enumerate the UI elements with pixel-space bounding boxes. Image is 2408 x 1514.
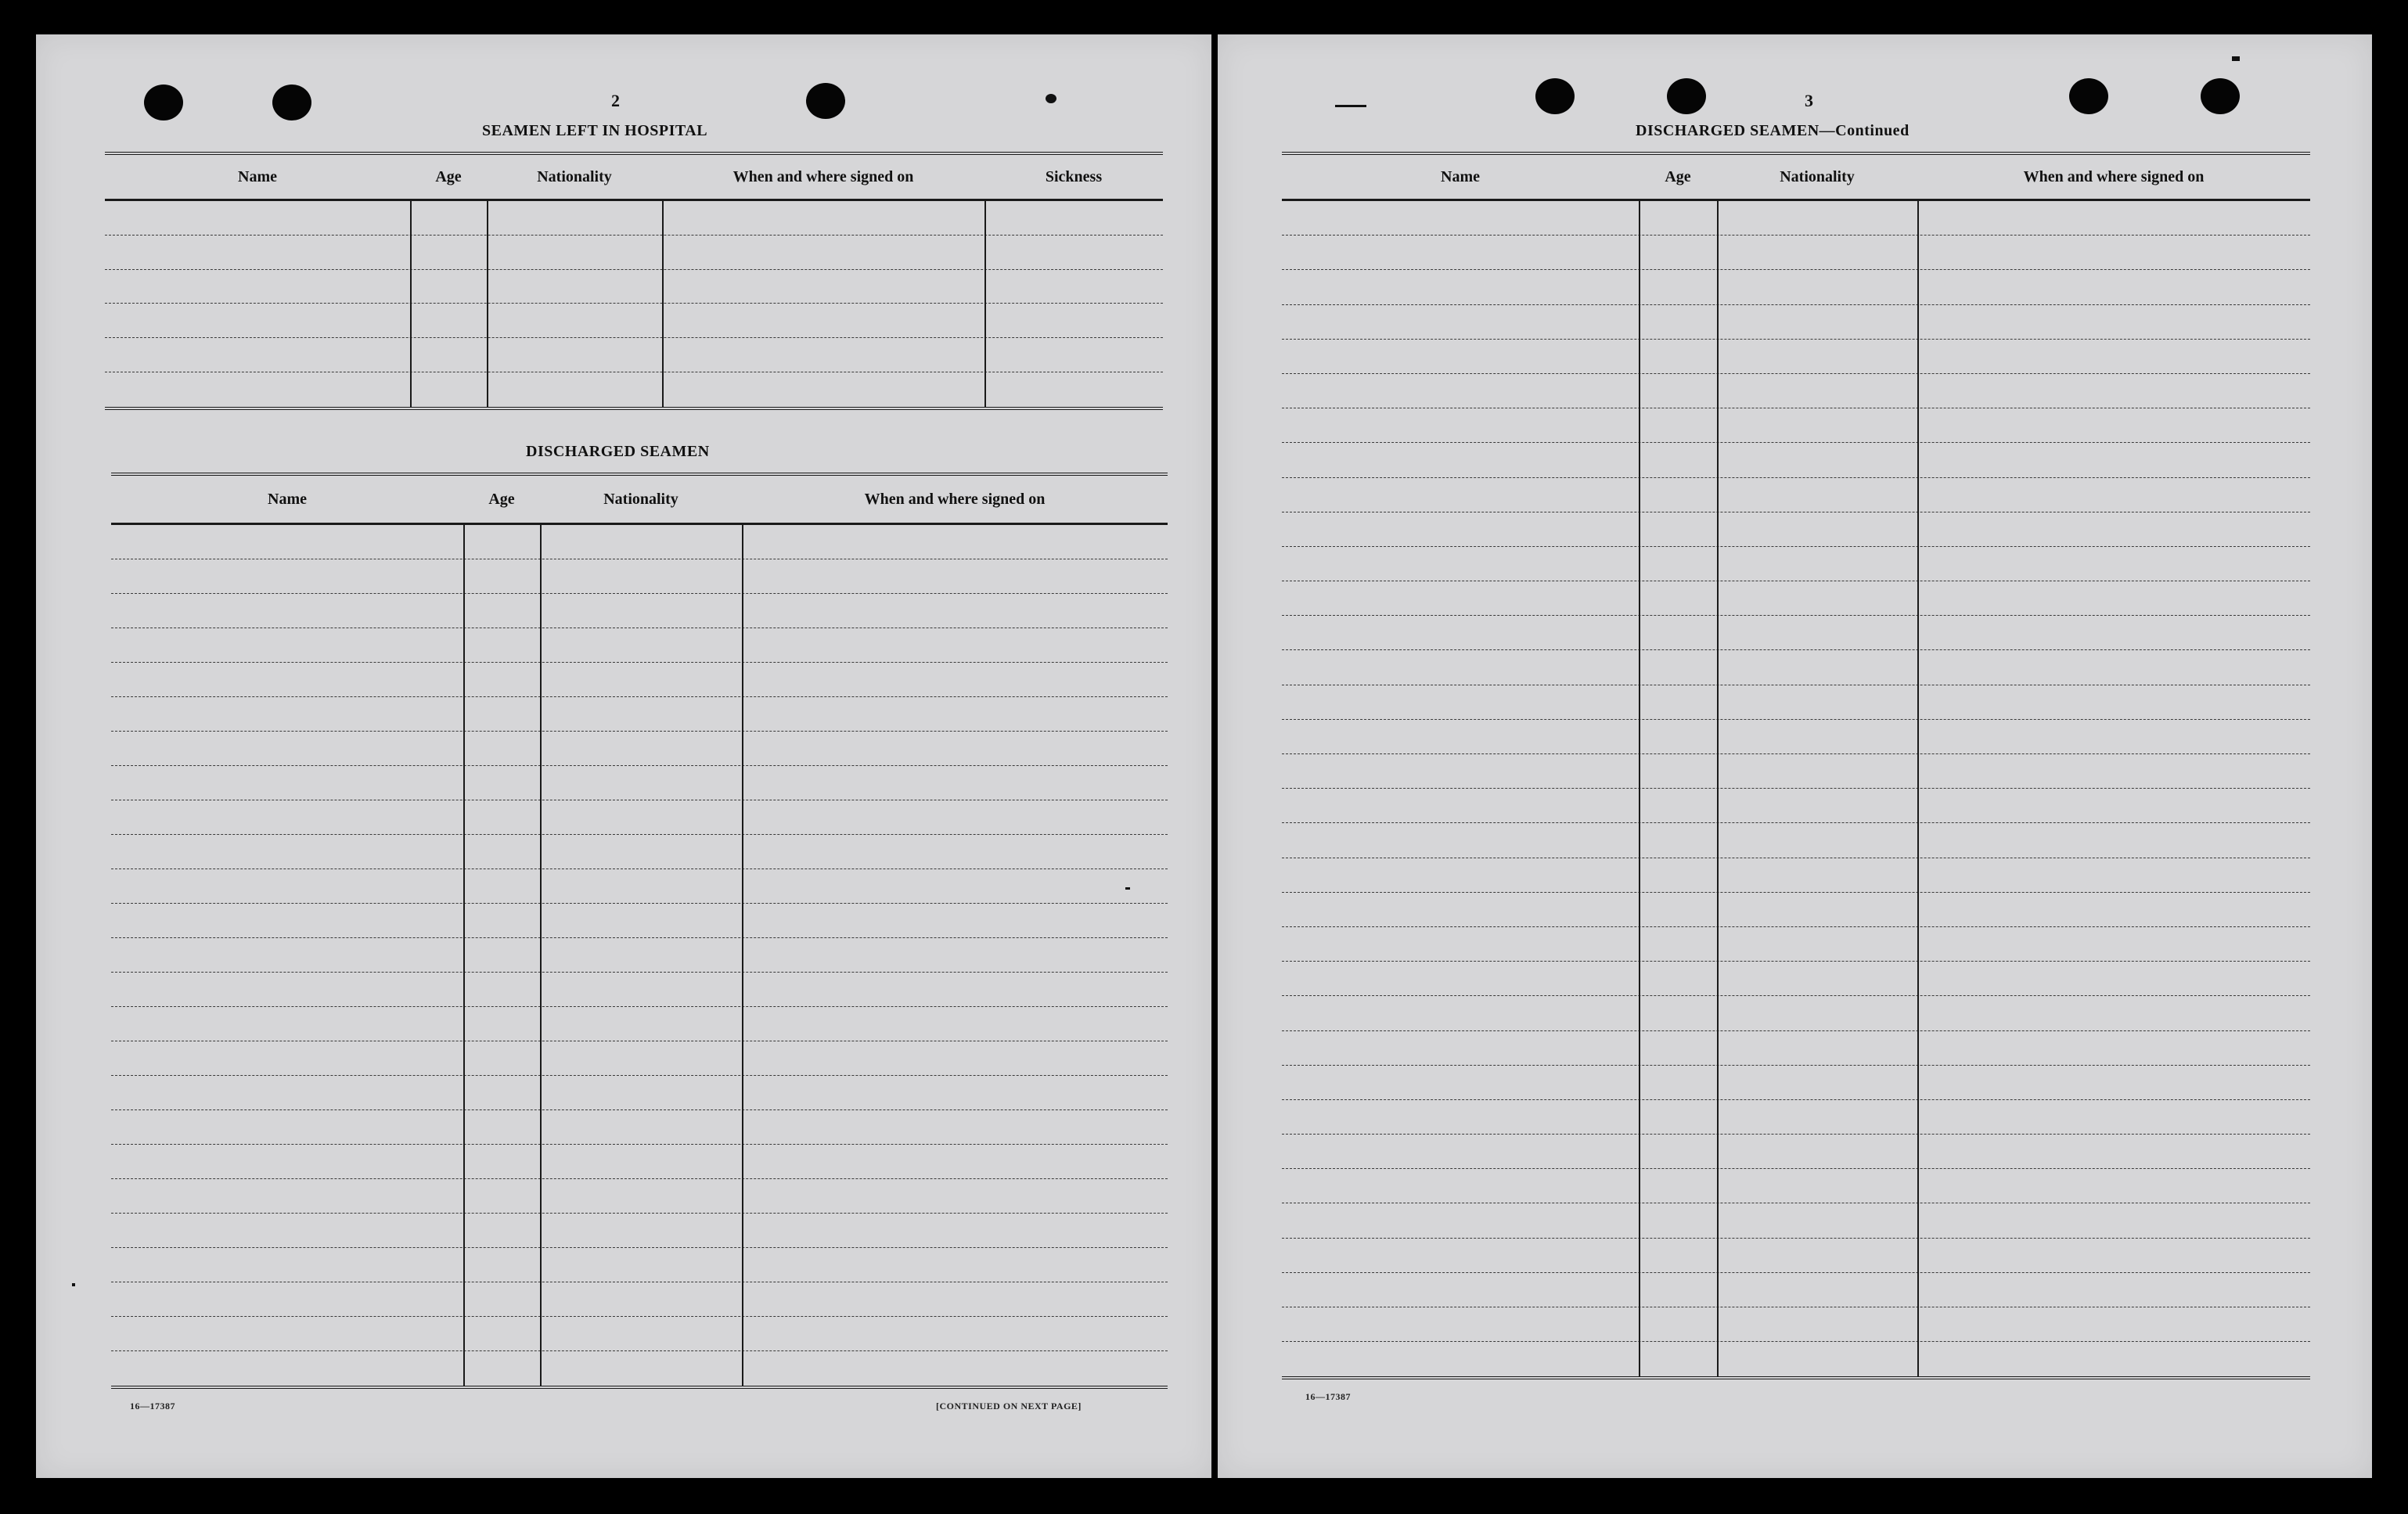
paper-mark [1335,105,1366,107]
table-row [1282,374,2310,408]
column-divider [742,525,743,1386]
table-row [1282,858,2310,893]
table-row [1282,478,2310,512]
table-row [1282,443,2310,477]
column-header-name: Name [268,490,307,508]
page-number: 2 [611,91,620,110]
table-row [1282,1273,2310,1307]
column-header-age: Age [1665,167,1691,185]
table-row [111,732,1168,766]
paper-speck [1125,887,1130,890]
table-row [1282,650,2310,685]
table-row [1282,1307,2310,1342]
table-row [1282,685,2310,720]
table-row [1282,1031,2310,1066]
right-page [1218,34,2372,1478]
column-divider [540,525,542,1386]
table-row [1282,1239,2310,1273]
discharged-table-header [111,476,1168,525]
table-row [1282,1135,2310,1169]
table-row [1282,408,2310,443]
table-row [1282,305,2310,340]
paper-mark [2232,56,2240,61]
column-divider [1717,201,1719,1376]
punch-hole [144,85,183,120]
table-row [111,1145,1168,1179]
table-row [111,869,1168,904]
column-header-sickness: Sickness [1045,167,1103,185]
table-row [1282,616,2310,650]
punch-hole [2201,78,2240,114]
discharged-continued-title-suffix: —Continued [1819,122,1909,139]
table-row [111,1041,1168,1076]
column-header-name: Name [238,167,277,185]
column-header-signed-on: When and where signed on [2023,167,2205,185]
table-row [111,1248,1168,1282]
punch-hole [272,85,311,120]
table-row [111,697,1168,732]
punch-hole [1667,78,1706,114]
table-row [111,525,1168,559]
table-row [111,628,1168,663]
table-row [1282,1066,2310,1100]
punch-hole [2069,78,2108,114]
table-row [111,800,1168,835]
column-divider [1917,201,1919,1376]
column-header-age: Age [435,167,462,185]
table-row [111,1110,1168,1145]
continued-note: [CONTINUED ON NEXT PAGE] [936,1401,1082,1412]
table-row [111,1317,1168,1351]
table-row [1282,996,2310,1030]
punch-hole [1535,78,1575,114]
table-row [111,1282,1168,1317]
table-row [111,1179,1168,1214]
table-row [1282,789,2310,823]
hospital-table-header [105,155,1163,201]
discharged-continued-title [1636,122,1909,140]
form-number: 16—17387 [130,1401,175,1412]
column-divider [984,201,986,407]
table-row [111,1007,1168,1041]
paper-mark [1046,94,1056,103]
table-row [1282,823,2310,858]
column-header-signed-on: When and where signed on [864,490,1046,508]
table-row [111,1214,1168,1248]
discharged-continued-table-header [1282,155,2310,201]
column-header-nationality: Nationality [1780,167,1855,185]
page-number: 3 [1805,91,1813,110]
discharged-table-body [111,525,1168,1389]
column-header-nationality: Nationality [537,167,612,185]
table-row [1282,547,2310,581]
column-header-age: Age [488,490,515,508]
table-row [1282,893,2310,927]
discharged-continued-table-body [1282,201,2310,1379]
hospital-section-title: SEAMEN LEFT IN HOSPITAL [482,122,708,139]
table-row [105,338,1163,372]
table-row [105,304,1163,338]
table-row [1282,340,2310,374]
column-divider [487,201,488,407]
discharged-table [111,473,1168,1389]
column-header-nationality: Nationality [603,490,678,508]
table-row [111,973,1168,1007]
column-header-signed-on: When and where signed on [732,167,914,185]
table-row [1282,1203,2310,1238]
table-row [111,1076,1168,1110]
table-row [1282,720,2310,754]
table-row [111,835,1168,869]
paper-speck [72,1283,75,1286]
table-row [105,236,1163,270]
table-row [111,663,1168,697]
table-row [111,1351,1168,1386]
table-row [111,938,1168,973]
table-row [1282,1100,2310,1135]
table-row [1282,1169,2310,1203]
table-row [105,270,1163,304]
left-page [36,34,1211,1478]
discharged-continued-title-main: DISCHARGED SEAMEN [1636,122,1819,139]
hospital-table [105,152,1163,410]
table-row [1282,1342,2310,1376]
table-row [1282,270,2310,304]
table-row [1282,201,2310,236]
discharged-section-title: DISCHARGED SEAMEN [526,443,710,460]
table-row [1282,236,2310,270]
table-row [105,201,1163,236]
table-row [105,372,1163,407]
column-divider [463,525,465,1386]
form-number: 16—17387 [1305,1391,1351,1402]
column-header-name: Name [1441,167,1480,185]
column-divider [1639,201,1640,1376]
table-row [111,559,1168,594]
table-row [111,594,1168,628]
table-row [111,766,1168,800]
table-row [1282,512,2310,547]
column-divider [410,201,412,407]
punch-hole [806,83,845,119]
table-row [1282,754,2310,789]
table-row [111,904,1168,938]
discharged-continued-table [1282,152,2310,1379]
table-row [1282,581,2310,616]
table-row [1282,927,2310,962]
hospital-table-body [105,201,1163,410]
table-row [1282,962,2310,996]
column-divider [662,201,664,407]
